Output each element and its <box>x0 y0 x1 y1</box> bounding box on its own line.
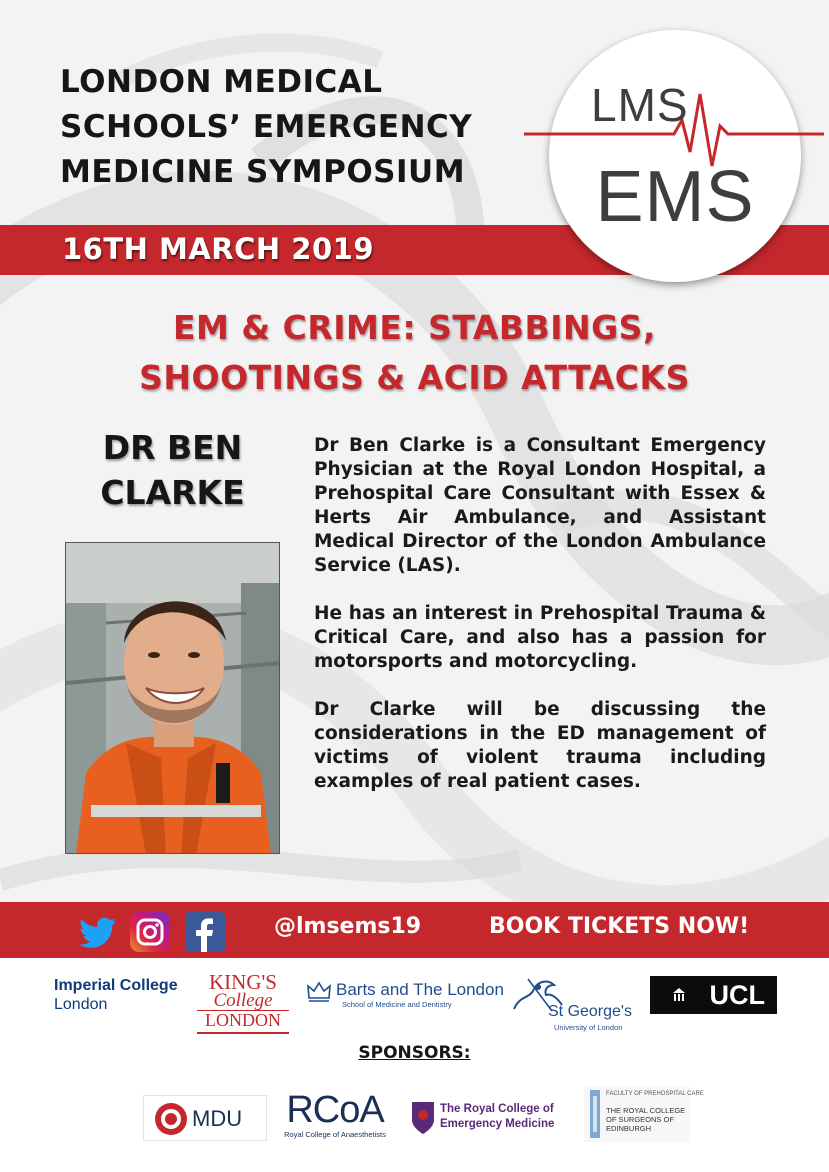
social-handle[interactable]: @lmsems19 <box>274 914 422 939</box>
rcem-text <box>440 1102 570 1132</box>
lmsems-logo <box>549 30 801 282</box>
mdu-logo <box>143 1095 267 1141</box>
rcsed-text <box>606 1106 685 1133</box>
rcem-logo <box>406 1096 568 1140</box>
talk-headline-line-2: SHOOTINGS & ACID ATTACKS <box>139 358 690 397</box>
book-tickets-link[interactable]: BOOK TICKETS NOW! <box>489 914 750 939</box>
ucl-text: UCL <box>709 980 765 1010</box>
rcsed-line-3: EDINBURGH <box>606 1124 652 1133</box>
rcem-line-2: Emergency Medicine <box>440 1118 555 1130</box>
logo-lms-text: LMS <box>591 79 689 131</box>
speaker-name <box>40 425 305 515</box>
rcem-line-1: The Royal College of <box>440 1103 554 1115</box>
rcsed-line-1: THE ROYAL COLLEGE <box>606 1106 686 1115</box>
instagram-icon[interactable] <box>130 912 170 952</box>
talk-headline <box>0 303 829 403</box>
logo-ems-text: EMS <box>595 157 755 237</box>
talk-headline-line-1: EM & CRIME: STABBINGS, <box>173 308 656 347</box>
bio-paragraph-3: Dr Clarke will be discussing the considerations in the ED management of victims of violent trauma including examples of real patient cases. <box>314 699 766 792</box>
imperial-college-logo <box>54 976 178 1014</box>
twitter-icon[interactable] <box>78 912 118 952</box>
speaker-photo <box>65 542 280 854</box>
event-title-line-2: SCHOOLS’ EMERGENCY <box>60 109 473 145</box>
kings-college-logo <box>197 972 289 1034</box>
portico-icon <box>672 987 686 1003</box>
event-date: 16TH MARCH 2019 <box>62 232 374 266</box>
kings-line-1: KING'S <box>209 970 277 994</box>
bio-paragraph-2: He has an interest in Prehospital Trauma & Critical Care, and also has a passion for motorsports and motorcycling. <box>314 603 766 672</box>
barts-line-1: Barts and The London <box>336 980 504 999</box>
st-georges-line-1: St George's <box>548 1003 632 1020</box>
barts-line-2: School of Medicine and Dentistry <box>342 1000 452 1009</box>
rcsed-line-2: OF SURGEONS OF <box>606 1115 674 1124</box>
rcoa-text: RCoA <box>286 1089 384 1131</box>
imperial-line-2: London <box>54 996 108 1013</box>
speaker-name-line-1: DR BEN <box>102 428 243 467</box>
event-title <box>60 60 530 195</box>
kings-line-2: College <box>213 990 273 1011</box>
rcem-emblem-icon <box>410 1100 436 1136</box>
crown-icon <box>306 980 332 1004</box>
facebook-icon[interactable] <box>185 912 225 952</box>
sponsors-heading: SPONSORS: <box>358 1043 471 1063</box>
kings-line-3: LONDON <box>197 1010 289 1030</box>
rcsed-logo <box>584 1086 704 1142</box>
imperial-line-1: Imperial College <box>54 977 178 994</box>
rcsed-faculty: FACULTY OF PREHOSPITAL CARE <box>606 1091 704 1097</box>
st-georges-line-2: University of London <box>554 1023 623 1032</box>
rcoa-subtitle: Royal College of Anaesthetists <box>284 1130 386 1139</box>
ucl-logo <box>650 976 777 1014</box>
event-title-line-3: MEDICINE SYMPOSIUM <box>60 154 466 190</box>
rcsed-emblem-icon <box>588 1090 602 1138</box>
mdu-text: MDU <box>192 1106 243 1131</box>
bio-paragraph-1: Dr Ben Clarke is a Consultant Emergency Physician at the Royal London Hospital, a Prehospital Care Consultant with Essex & Herts Air Ambulance, and Assistant Medical Director of the London Ambulance Service (LAS). <box>314 435 766 576</box>
speaker-name-line-2: CLARKE <box>100 473 245 512</box>
rcoa-logo <box>280 1090 390 1139</box>
event-title-line-1: LONDON MEDICAL <box>60 64 383 100</box>
mdu-emblem-icon <box>152 1100 190 1138</box>
speaker-bio <box>314 434 766 794</box>
